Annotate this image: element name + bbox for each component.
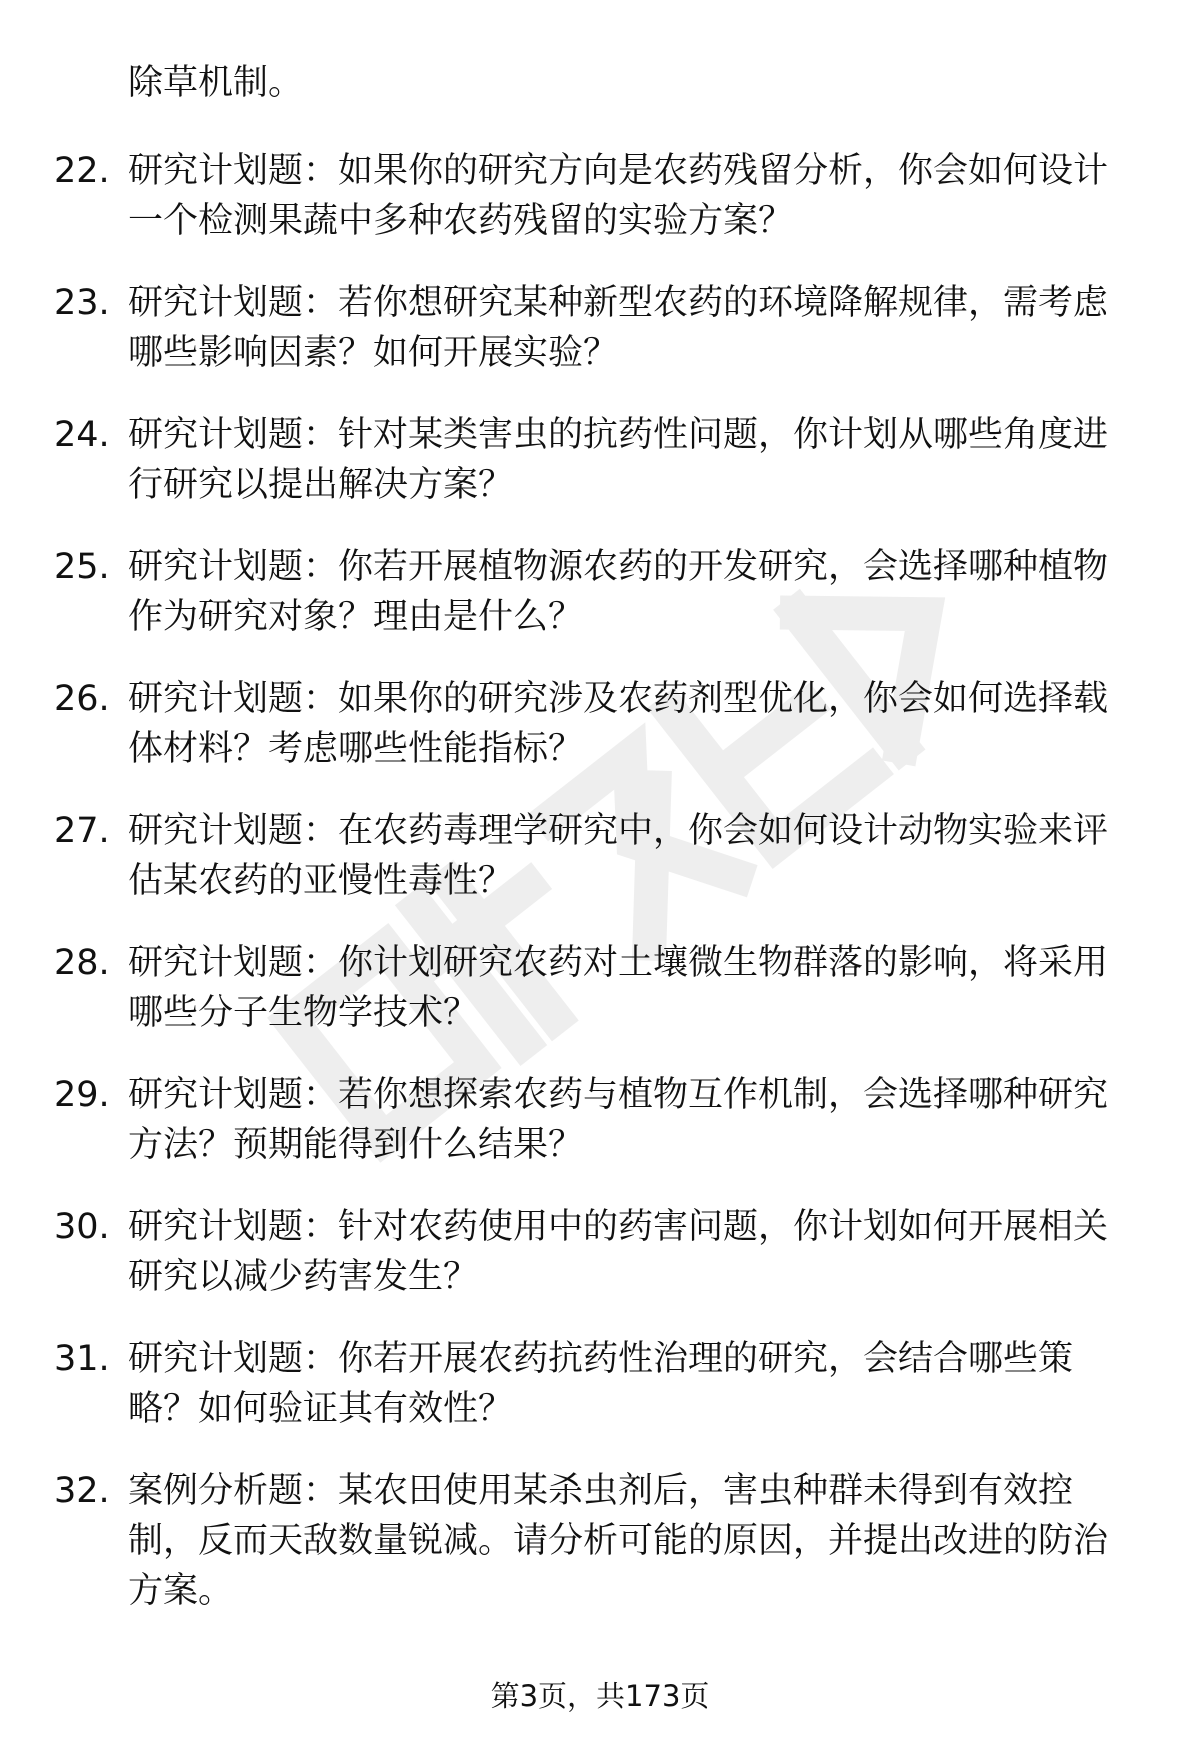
list-item [0,410,1200,542]
question-number: 27. [54,811,110,851]
question-number: 29. [54,1075,110,1115]
list-item [0,1202,1200,1334]
question-number: 24. [54,415,110,455]
question-text: 研究计划题：若你想研究某种新型农药的环境降解规律，需考虑哪些影响因素？如何开展实验？ [128,283,1109,373]
question-text: 研究计划题：你计划研究农药对土壤微生物群落的影响，将采用哪些分子生物学技术？ [128,943,1109,1033]
question-text: 研究计划题：你若开展植物源农药的开发研究，会选择哪种植物作为研究对象？理由是什么？ [128,547,1109,637]
question-number: 28. [54,943,110,983]
list-item [0,146,1200,278]
question-number: 31. [54,1339,110,1379]
list-item [0,938,1200,1070]
question-text: 研究计划题：如果你的研究涉及农药剂型优化，你会如何选择载体材料？考虑哪些性能指标？ [128,679,1109,769]
question-text: 研究计划题：在农药毒理学研究中，你会如何设计动物实验来评估某农药的亚慢性毒性？ [128,811,1109,901]
continuation-text: 除草机制。 [128,63,304,103]
page-footer: 第3页，共173页 [490,1679,710,1713]
question-number: 25. [54,547,110,587]
question-text: 研究计划题：你若开展农药抗药性治理的研究，会结合哪些策略？如何验证其有效性？ [128,1339,1074,1429]
list-item [0,1334,1200,1466]
question-text: 研究计划题：针对某类害虫的抗药性问题，你计划从哪些角度进行研究以提出解决方案？ [128,415,1109,505]
question-number: 30. [54,1207,110,1247]
question-text: 研究计划题：若你想探索农药与植物互作机制，会选择哪种研究方法？预期能得到什么结果？ [128,1075,1109,1165]
question-number: 23. [54,283,110,323]
question-number: 22. [54,151,110,191]
list-item [0,674,1200,806]
list-item [0,806,1200,938]
question-text: 研究计划题：针对农药使用中的药害问题，你计划如何开展相关研究以减少药害发生？ [128,1207,1109,1297]
list-item [0,278,1200,410]
question-list [0,146,1200,1648]
list-item [0,1070,1200,1202]
question-number: 26. [54,679,110,719]
question-text: 案例分析题：某农田使用某杀虫剂后，害虫种群未得到有效控制，反而天敌数量锐减。请分析可能的原因，并提出改进的防治方案。 [128,1471,1109,1611]
list-item [0,542,1200,674]
question-text: 研究计划题：如果你的研究方向是农药残留分析，你会如何设计一个检测果蔬中多种农药残留的实验方案？ [128,151,1109,241]
question-number: 32. [54,1471,110,1511]
list-item [0,1466,1200,1648]
